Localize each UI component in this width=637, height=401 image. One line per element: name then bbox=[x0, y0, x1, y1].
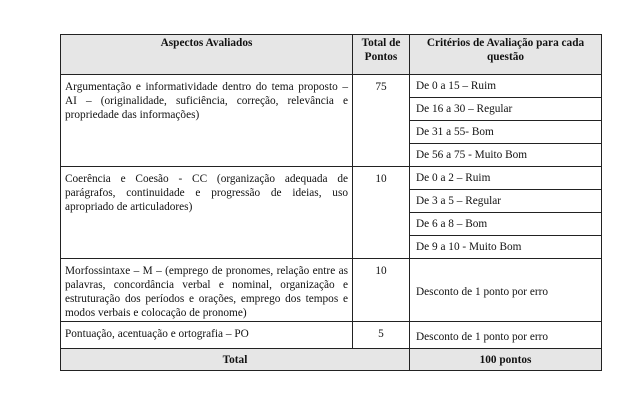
header-points: Total de Pontos bbox=[353, 35, 410, 75]
total-value: 100 pontos bbox=[410, 349, 602, 371]
criteria-cell: De 3 a 5 – Regular bbox=[410, 190, 602, 213]
criteria-cell: De 0 a 15 – Ruim bbox=[410, 75, 602, 98]
criteria-cell: De 0 a 2 – Ruim bbox=[410, 167, 602, 190]
criteria-cell: De 31 a 55- Bom bbox=[410, 121, 602, 144]
table-row bbox=[61, 75, 602, 98]
total-row bbox=[61, 349, 602, 371]
header-aspects: Aspectos Avaliados bbox=[61, 35, 353, 75]
table-row bbox=[61, 322, 602, 349]
criteria-cell: De 56 a 75 - Muito Bom bbox=[410, 144, 602, 167]
table-row bbox=[61, 259, 602, 322]
points-cell: 75 bbox=[353, 75, 410, 167]
header-criteria: Critérios de Avaliação para cada questão bbox=[410, 35, 602, 75]
points-cell: 5 bbox=[353, 322, 410, 349]
aspect-cell: Pontuação, acentuação e ortografia – PO bbox=[61, 322, 353, 349]
criteria-cell: De 16 a 30 – Regular bbox=[410, 98, 602, 121]
table-row bbox=[61, 167, 602, 190]
aspect-cell: Morfossintaxe – M – (emprego de pronomes, relação entre as palavras, concordância verbal e nominal, organização e estruturação dos períodos e orações, emprego dos tempos e modos verbais e colocação de pronome) bbox=[61, 259, 353, 322]
evaluation-table bbox=[60, 34, 602, 371]
points-cell: 10 bbox=[353, 167, 410, 259]
criteria-cell: Desconto de 1 ponto por erro bbox=[410, 322, 602, 349]
criteria-cell: Desconto de 1 ponto por erro bbox=[410, 259, 602, 322]
aspect-cell: Coerência e Coesão - CC (organização adequada de parágrafos, continuidade e progressão de ideias, uso apropriado de articuladores) bbox=[61, 167, 353, 259]
header-row bbox=[61, 35, 602, 75]
criteria-cell: De 9 a 10 - Muito Bom bbox=[410, 236, 602, 259]
points-cell: 10 bbox=[353, 259, 410, 322]
total-label: Total bbox=[61, 349, 410, 371]
criteria-cell: De 6 a 8 – Bom bbox=[410, 213, 602, 236]
aspect-cell: Argumentação e informatividade dentro do tema proposto – AI – (originalidade, suficiência, correção, relevância e propriedade das informações) bbox=[61, 75, 353, 167]
